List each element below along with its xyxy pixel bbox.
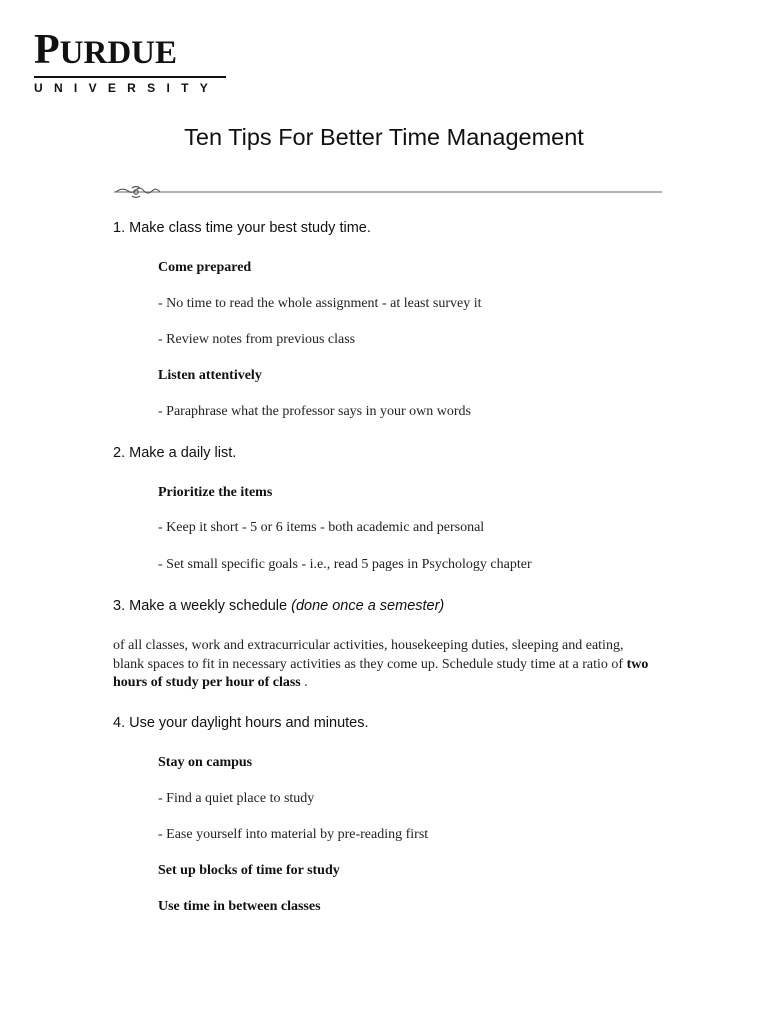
item-listen: Listen attentively <box>158 368 262 383</box>
paragraph-end: . <box>300 675 308 690</box>
logo-rest: URDUE <box>59 35 177 71</box>
item-keep-short: - Keep it short - 5 or 6 items - both academic and personal <box>158 520 485 535</box>
item-quiet-place: - Find a quiet place to study <box>158 791 315 806</box>
section-heading-2: 2. Make a daily list. <box>113 445 237 461</box>
page-title: Ten Tips For Better Time Management <box>184 124 584 150</box>
logo-subtitle: UNIVERSITY <box>34 81 220 95</box>
item-prioritize: Prioritize the items <box>158 485 273 500</box>
section-heading-4: 4. Use your daylight hours and minutes. <box>113 715 369 731</box>
item-come-prepared: Come prepared <box>158 260 252 275</box>
section-heading-3-text: 3. Make a weekly schedule <box>113 598 292 614</box>
item-small-goals: - Set small specific goals - i.e., read 5 pages in Psychology chapter <box>158 557 532 572</box>
paragraph-bold: two hours of study per hour of class <box>113 656 649 690</box>
purdue-logo <box>34 28 228 95</box>
logo-first-letter: P <box>34 27 60 73</box>
ornament-divider <box>112 183 664 201</box>
section-heading-1: 1. Make class time your best study time. <box>113 220 371 236</box>
section-heading-3 <box>113 598 444 614</box>
logo-rule <box>34 76 226 78</box>
section-heading-3-italic: (done once a semester) <box>291 598 445 614</box>
paragraph-text: of all classes, work and extracurricular activities, housekeeping duties, sleeping and eating, blank spaces to fit in necessary activities as they come up. Schedule study time at a ratio of <box>113 638 627 672</box>
item-blocks-time: Set up blocks of time for study <box>158 863 340 878</box>
item-review-notes: - Review notes from previous class <box>158 332 356 347</box>
logo-wordmark <box>34 28 228 75</box>
item-paraphrase: - Paraphrase what the professor says in your own words <box>158 404 471 419</box>
item-between-classes: Use time in between classes <box>158 899 321 914</box>
weekly-schedule-paragraph <box>113 637 658 693</box>
item-survey: - No time to read the whole assignment - at least survey it <box>158 296 482 311</box>
item-stay-campus: Stay on campus <box>158 755 253 770</box>
item-pre-reading: - Ease yourself into material by pre-reading first <box>158 827 429 842</box>
